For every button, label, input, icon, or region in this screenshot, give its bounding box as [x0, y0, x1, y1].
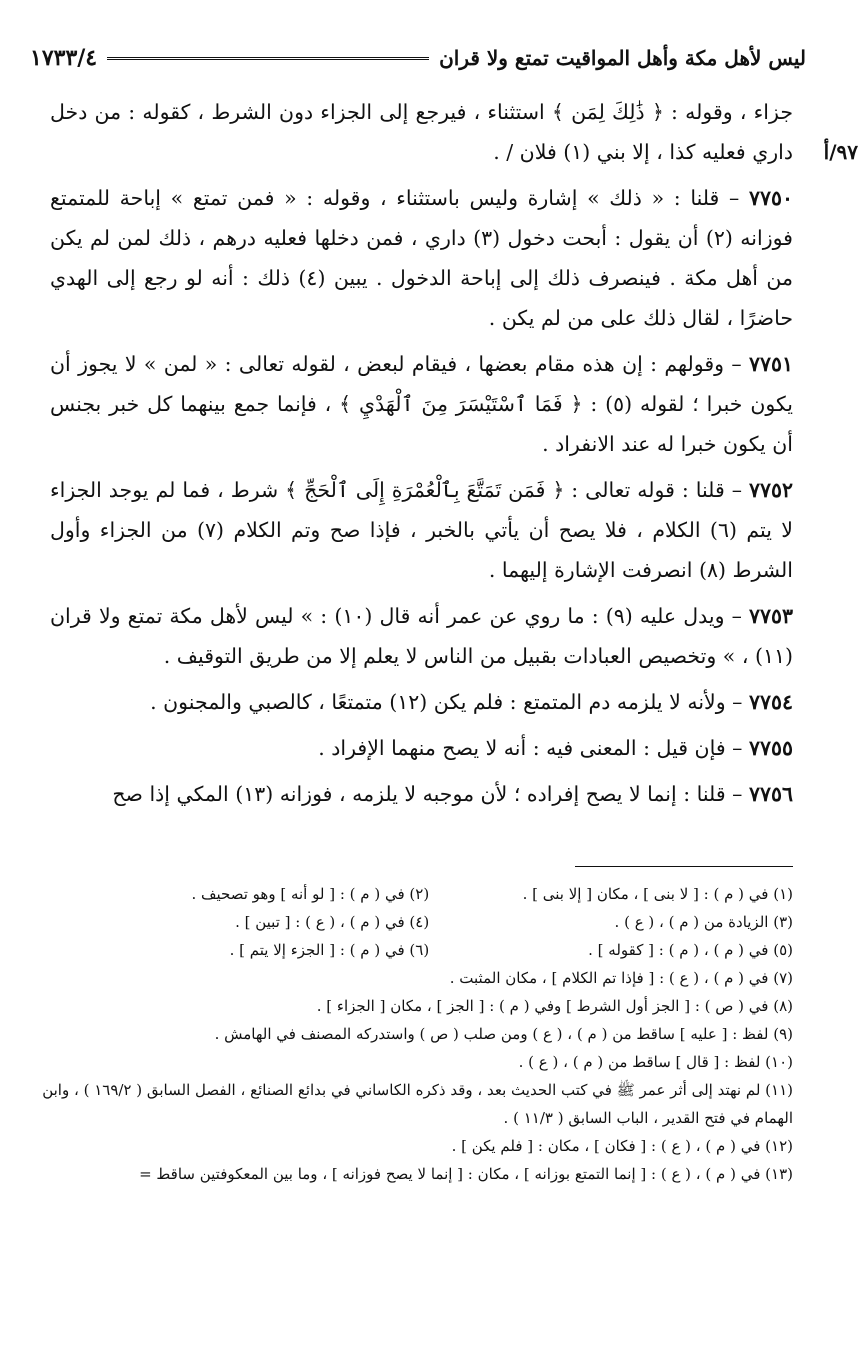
footnote-row	[35, 880, 793, 908]
paragraph-text: – ولأنه لا يلزمه دم المتمتع : فلم يكن (١٢) متمتعًا ، كالصبي والمجنون .	[150, 690, 743, 714]
paragraph-number: ٧٧٥٠	[748, 186, 793, 210]
footnote: (٤) في ( م ) ، ( ع ) : [ تبين ] .	[235, 913, 430, 931]
manuscript-folio-note: ٩٧/أ	[823, 140, 858, 164]
footnote: (١٠) لفظ : [ قال ] ساقط من ( م ) ، ( ع ) .	[518, 1053, 793, 1071]
footnote: (٥) في ( م ) ، ( م ) : [ كقوله ] .	[588, 941, 793, 959]
paragraph-number: ٧٧٥٦	[748, 782, 793, 806]
footnote: (١٢) في ( م ) ، ( ع ) : [ فكان ] ، مكان : [ فلم يكن ] .	[451, 1137, 793, 1155]
paragraph-number: ٧٧٥٢	[748, 478, 793, 502]
paragraph-text: – قلنا : « ذلك » إشارة وليس باستثناء ، وقوله : « فمن تمتع » إباحة للمتمتع فوزانه (٢) أن يقول : أبحت دخول (٣) داري ، فمن دخلها فعليه درهم ، ذلك لمن لم يكن من أهل مكة . فينصرف ذلك إلى إباحة الدخول . يبين (٤) ذلك : أنه لو رجع إلى الهدي حاضرًا ، لقال ذلك على من لم يكن .	[50, 186, 794, 330]
footnote: (٦) في ( م ) : [ الجزء إلا يتم ] .	[229, 941, 430, 959]
paragraph-number: ٧٧٥٤	[748, 690, 793, 714]
paragraph-number: ٧٧٥٥	[748, 736, 793, 760]
running-header	[30, 40, 806, 76]
footnote: (٧) في ( م ) ، ( ع ) : [ فإذا تم الكلام ] ، مكان المثبت .	[449, 969, 793, 987]
footnote: (٣) الزيادة من ( م ) ، ( ع ) .	[614, 913, 793, 931]
footnote-row	[35, 908, 793, 936]
chapter-title: ليس لأهل مكة وأهل المواقيت تمتع ولا قران	[439, 46, 806, 70]
footnote: (٨) في ( ص ) : [ الجز أول الشرط ] وفي ( م ) : [ الجز ] ، مكان [ الجزاء ] .	[316, 997, 793, 1015]
paragraph-text: – ويدل عليه (٩) : ما روي عن عمر أنه قال (١٠) : » ليس لأهل مكة تمتع ولا قران (١١) ، » وتخصيص العبادات بقبيل من الناس لا يعلم إلا من طريق التوقيف .	[50, 604, 793, 668]
paragraph	[50, 596, 793, 676]
paragraph	[50, 774, 793, 814]
paragraph	[50, 178, 793, 338]
paragraph	[50, 728, 793, 768]
paragraph-text: – قلنا : إنما لا يصح إفراده ؛ لأن موجبه لا يلزمه ، فوزانه (١٣) المكي إذا صح	[112, 782, 743, 806]
header-rule	[107, 57, 429, 60]
paragraph-text: جزاء ، وقوله : ﴿ ذَٰلِكَ لِمَن ﴾ استثناء ، فيرجع إلى الجزاء دون الشرط ، كقوله : من دخل داري فعليه كذا ، إلا بني (١) فلان / .	[50, 100, 793, 164]
footnote: (٩) لفظ : [ عليه ] ساقط من ( م ) ، ( ع ) ومن صلب ( ص ) واستدركه المصنف في الهامش .	[214, 1025, 793, 1043]
footnote: (٢) في ( م ) : [ لو أنه ] وهو تصحيف .	[191, 885, 430, 903]
footnote-separator	[575, 866, 793, 867]
paragraph-text: – فإن قيل : المعنى فيه : أنه لا يصح منهما الإفراد .	[318, 736, 743, 760]
footnote: (١١) لم نهتد إلى أثر عمر ﷺ في كتب الحديث بعد ، وقد ذكره الكاساني في بدائع الصنائع ، الفصل السابق ( ١٦٩/٢ ) ، وابن الهمام في فتح القدير ، الباب السابق ( ١١/٣ ) .	[42, 1081, 793, 1127]
paragraph	[50, 92, 793, 172]
paragraph	[50, 682, 793, 722]
footnotes	[35, 880, 793, 1188]
footnote-row	[35, 936, 793, 964]
paragraph	[50, 470, 793, 590]
paragraph	[50, 344, 793, 464]
footnote: (١٣) في ( م ) ، ( ع ) : [ إنما التمتع بوزانه ] ، مكان : [ إنما لا يصح فوزانه ] ، وما بين المعكوفتين ساقط =	[139, 1165, 793, 1183]
footnote: (١) في ( م ) : [ لا بنى ] ، مكان [ إلا بنى ] .	[522, 885, 793, 903]
paragraph-number: ٧٧٥١	[748, 352, 793, 376]
paragraph-number: ٧٧٥٣	[748, 604, 793, 628]
paragraph-text: – وقولهم : إن هذه مقام بعضها ، فيقام لبعض ، لقوله تعالى : « لمن » لا يجوز أن يكون خبرا ؛ لقوله (٥) : ﴿ فَمَا ٱسْتَيْسَرَ مِنَ ٱلْهَدْيِ ﴾ ، فإنما جمع بينهما كل خبر بجنس أن يكون خبرا له عند الانفراد .	[50, 352, 793, 456]
main-text	[50, 92, 793, 820]
page-number: ١٧٣٣/٤	[30, 45, 98, 71]
paragraph-text: – قلنا : قوله تعالى : ﴿ فَمَن تَمَتَّعَ بِٱلْعُمْرَةِ إِلَى ٱلْحَجِّ ﴾ شرط ، فما لم يوجد الجزاء لا يتم (٦) الكلام ، فلا يصح أن يأتي بالخبر ، فإذا صح وتم الكلام (٧) من الجزاء وأول الشرط (٨) انصرفت الإشارة إليهما .	[50, 478, 793, 582]
